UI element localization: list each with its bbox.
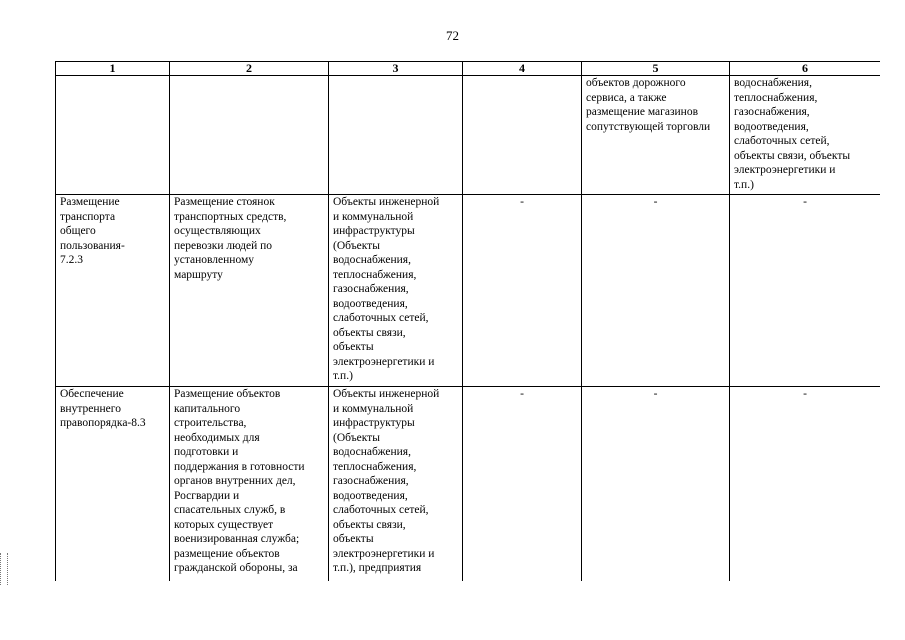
table-cell [463, 76, 582, 195]
cell-text: Объекты инженерной и коммунальной инфраструктуры (Объекты водоснабжения, теплоснабжения, газоснабжения, водоотведения, слаботочных сетей, объекты связи, объекты электроэнергетики и т.п.) [333, 196, 440, 382]
cell-text: - [803, 196, 807, 208]
cell-text: - [520, 388, 524, 400]
table-cell [582, 387, 730, 582]
regulations-table [55, 61, 880, 581]
cell-text: - [653, 388, 658, 400]
cell-text: Объекты инженерной и коммунальной инфраструктуры (Объекты водоснабжения, теплоснабжения, газоснабжения, водоотведения, слаботочных сетей, объекты связи, объекты электроэнергетики и т.п.), предприятия [333, 388, 440, 574]
document-sheet [55, 61, 880, 581]
page-number: 72 [446, 28, 459, 43]
column-header-2: 2 [170, 62, 329, 76]
table-cell [170, 195, 329, 387]
table-cell [329, 76, 463, 195]
table-cell [329, 195, 463, 387]
table-cell [56, 76, 170, 195]
cell-text: водоснабжения, теплоснабжения, газоснабжения, водоотведения, слаботочных сетей, объекты связи, объекты электроэнергетики и т.п.) [734, 77, 851, 191]
cell-text: - [803, 388, 807, 400]
table-cell [730, 195, 881, 387]
table-cell [56, 195, 170, 387]
column-header-3: 3 [329, 62, 463, 76]
table-cell [329, 387, 463, 582]
table-cell [56, 387, 170, 582]
table-cell [463, 195, 582, 387]
table-cell [582, 195, 730, 387]
scan-edge-mark [0, 553, 8, 585]
cell-text: Размещение стоянок транспортных средств, осуществляющих перевозки людей по установленному маршруту [174, 196, 287, 281]
column-header-6: 6 [730, 62, 881, 76]
table-cell [170, 76, 329, 195]
table-cell [730, 76, 881, 195]
column-header-1: 1 [56, 62, 170, 76]
cell-text: - [653, 196, 658, 208]
cell-text: Размещение транспорта общего пользования- 7.2.3 [60, 196, 125, 266]
table-cell [463, 387, 582, 582]
cell-text: Размещение объектов капитального строительства, необходимых для подготовки и поддержания в готовности органов внутренних дел, Росгвардии и спасательных служб, в которых существует военизированная служба; размещение объектов гражданской обороны, за [174, 388, 305, 574]
table-cell [170, 387, 329, 582]
column-header-4: 4 [463, 62, 582, 76]
table-cell [730, 387, 881, 582]
cell-text: объектов дорожного сервиса, а также размещение магазинов сопутствующей торговли [586, 77, 711, 133]
table-row [56, 387, 881, 582]
column-header-5: 5 [582, 62, 730, 76]
table-cell [582, 76, 730, 195]
cell-text: Обеспечение внутреннего правопорядка-8.3 [60, 388, 146, 429]
table-row [56, 76, 881, 195]
table-row [56, 195, 881, 387]
table-header-row [56, 62, 881, 76]
cell-text: - [520, 196, 524, 208]
